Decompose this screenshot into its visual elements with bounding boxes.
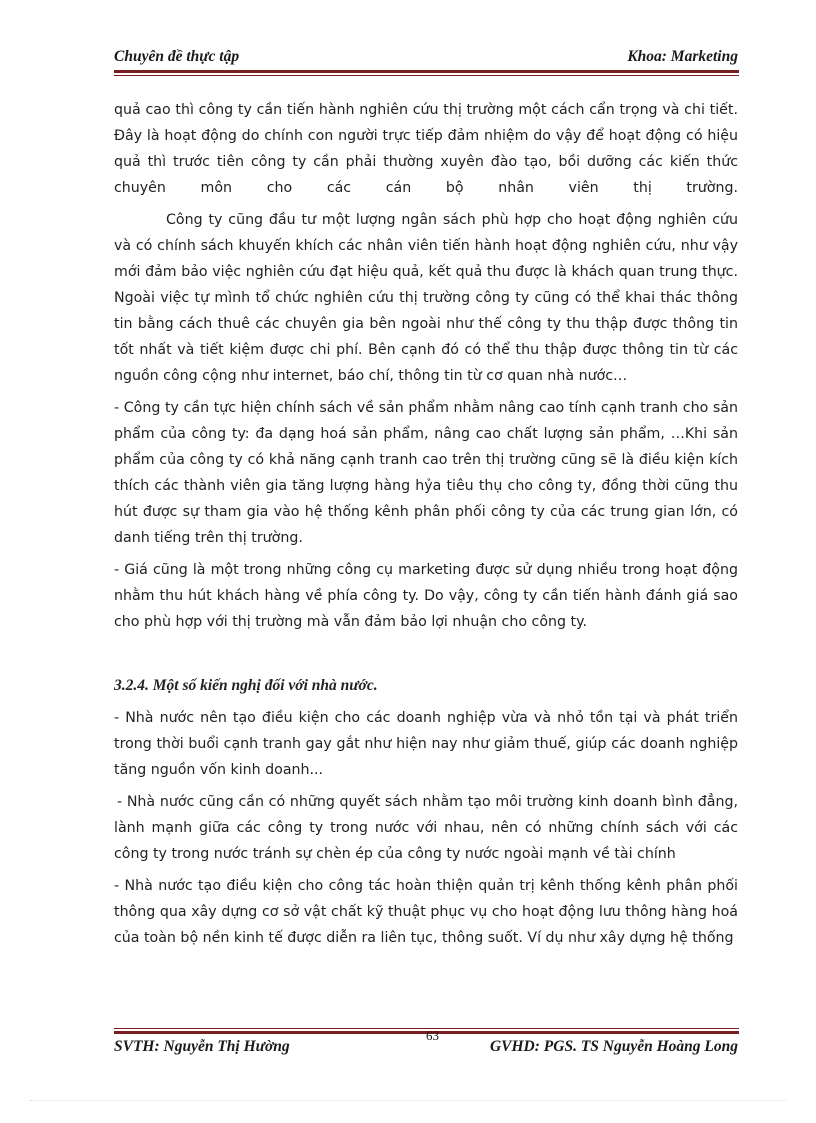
paragraph-budget: Công ty cũng đầu tư một lượng ngân sách phù hợp cho hoạt động nghiên cứu và có chính sách khuyến khích các nhân viên tiến hành hoạt động nghiên cứu, như vậy mới đảm bảo việc nghiên cứu đạt hiệu quả, kết quả thu được là khách quan trung thực. Ngoài việc tự mình tổ chức nghiên cứu thị trường công ty cũng có thể khai thác thông tin bằng cách thuê các chuyên gia bên ngoài như thế công ty thu thập được thông tin tốt nhất và tiết kiệm được chi phí. Bên cạnh đó có thể thu thập được thông tin từ các nguồn công cộng như internet, báo chí, thông tin từ cơ quan nhà nước… [114,212,738,384]
document-body [114,97,738,951]
header-rule-thin [114,75,739,76]
header-rule-thick [114,70,739,73]
page-header [114,48,738,66]
page-bottom-border [30,1100,786,1101]
paragraph-research: quả cao thì công ty cần tiến hành nghiên cứu thị trường một cách cẩn trọng và chi tiết. Đây là hoạt động do chính con người trực tiếp đảm nhiệm do vậy để hoạt động có hiệu quả thì trước tiên công ty cần phải thường xuyên đào tạo, bồi dưỡng các kiến thức chuyên môn cho các cán bộ nhân viên thị trường. [114,102,738,196]
section-heading: 3.2.4. Một số kiến nghị đối với nhà nước. [114,677,378,694]
paragraph-state-infrastructure: - Nhà nước tạo điều kiện cho công tác hoàn thiện quản trị kênh thống kênh phân phối thông qua xây dựng cơ sở vật chất kỹ thuật phục vụ cho hoạt động lưu thông hàng hoá của toàn bộ nền kinh tế được diễn ra liên tục, thông suốt. Ví dụ như xây dựng hệ thống [114,878,738,946]
header-course-title: Chuyên đề thực tập [114,48,240,65]
page-number: 63 [426,1028,439,1043]
footer-student: SVTH: Nguyễn Thị Hường [114,1038,290,1055]
header-faculty: Khoa: Marketing [627,48,738,65]
footer-supervisor: GVHD: PGS. TS Nguyễn Hoàng Long [489,1038,738,1055]
paragraph-price-policy: - Giá cũng là một trong những công cụ marketing được sử dụng nhiều trong hoạt động nhằm thu hút khách hàng về phía công ty. Do vậy, công ty cần tiến hành đánh giá sao cho phù hợp với thị trường mà vẫn đảm bảo lợi nhuận cho công ty. [114,562,738,630]
paragraph-state-environment: - Nhà nước cũng cần có những quyết sách nhằm tạo môi trường kinh doanh bình đẳng, lành mạnh giữa các công ty trong nước với nhau, nên có những chính sách với các công ty trong nước tránh sự chèn ép của công ty nước ngoài mạnh về tài chính [114,794,738,862]
paragraph-product-policy: - Công ty cần tực hiện chính sách về sản phẩm nhằm nâng cao tính cạnh tranh cho sản phẩm của công ty: đa dạng hoá sản phẩm, nâng cao chất lượng sản phẩm, …Khi sản phẩm của công ty có khả năng cạnh tranh cao trên thị trường cũng sẽ là điều kiện kích thích các thành viên gia tăng lượng hàng hỷa tiêu thụ cho công ty, đồng thời cũng thu hút được sự tham gia vào hệ thống kênh phân phối công ty của các trung gian lớn, có danh tiếng trên thị trường. [114,400,738,546]
paragraph-state-support: - Nhà nước nên tạo điều kiện cho các doanh nghiệp vừa và nhỏ tồn tại và phát triển trong thời buổi cạnh tranh gay gắt như hiện nay như giảm thuế, giúp các doanh nghiệp tăng nguồn vốn kinh doanh... [114,710,738,778]
